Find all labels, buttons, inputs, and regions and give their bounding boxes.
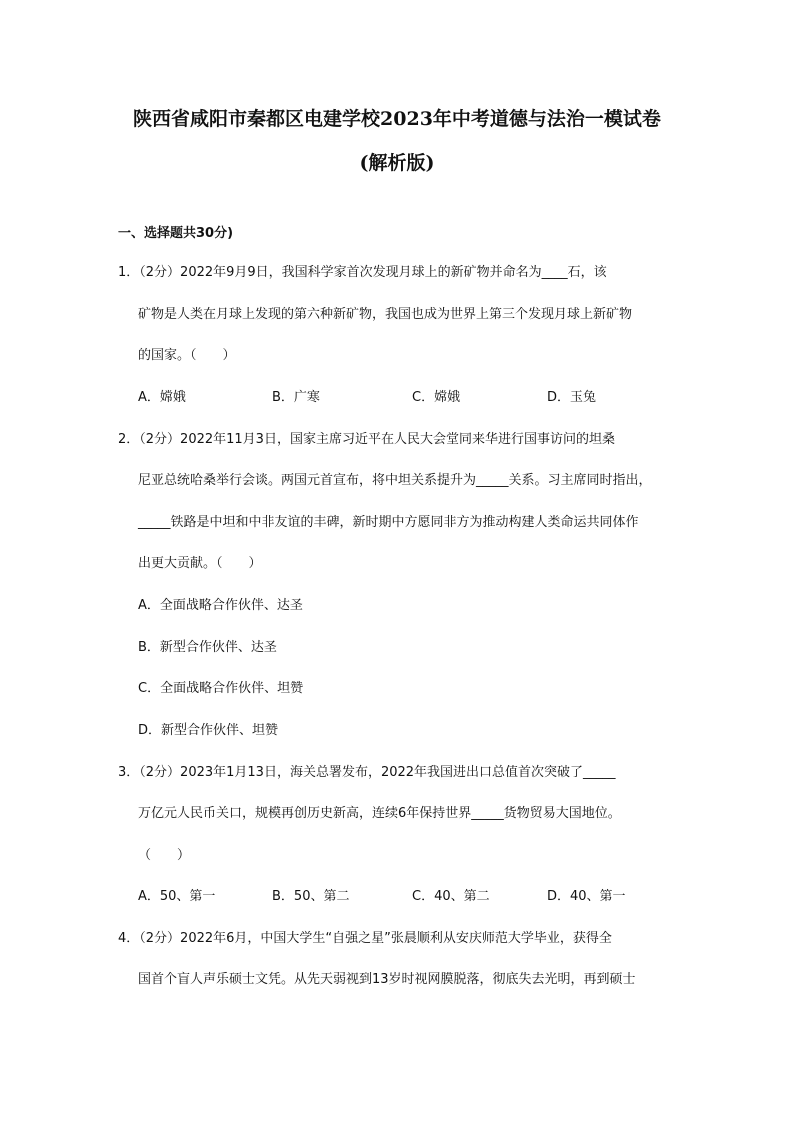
document-title: 陕西省咸阳市秦都区电建学校2023年中考道德与法治一模试卷 (133, 108, 661, 130)
question-2-option-d: D．新型合作伙伴、坦赞 (138, 723, 279, 738)
question-3-line-1: 3．（2分）2023年1月13日，海关总署发布，2022年我国进出口总值首次突破了_____ (118, 765, 616, 780)
question-1-line-2: 矿物是人类在月球上发现的第六种新矿物，我国也成为世界上第三个发现月球上新矿物 (138, 307, 633, 322)
question-1-option-c: C．嫦娥 (412, 390, 461, 405)
question-2-option-c: C．全面战略合作伙伴、坦赞 (138, 681, 304, 696)
question-2-option-b: B．新型合作伙伴、达圣 (138, 640, 277, 655)
question-2-line-4: 出更大贡献。（ ） (138, 556, 262, 571)
document-subtitle: (解析版) (359, 152, 435, 174)
question-1-line-1: 1．（2分）2022年9月9日，我国科学家首次发现月球上的新矿物并命名为____石，该 (118, 265, 607, 280)
question-2-option-a: A．全面战略合作伙伴、达圣 (138, 598, 303, 613)
question-2-line-2: 尼亚总统哈桑举行会谈。两国元首宣布，将中坦关系提升为_____关系。习主席同时指出， (138, 473, 652, 488)
question-4-line-2: 国首个盲人声乐硕士文凭。从先天弱视到13岁时视网膜脱落，彻底失去光明，再到硕士 (138, 972, 636, 987)
question-2-line-1: 2．（2分）2022年11月3日，国家主席习近平在人民大会堂同来华进行国事访问的坦桑 (118, 432, 615, 447)
question-3-line-3: （ ） (138, 848, 191, 863)
question-1-option-a: A．嫦娥 (138, 390, 186, 405)
question-3-option-c: C．40、第二 (412, 889, 490, 904)
question-1-option-d: D．玉兔 (547, 390, 597, 405)
section-heading: 一、选择题共30分) (118, 226, 234, 241)
question-3-option-b: B．50、第二 (272, 889, 350, 904)
question-1-line-3: 的国家。（ ） (138, 348, 236, 363)
question-4-line-1: 4．（2分）2022年6月，中国大学生“自强之星”张晨顺利从安庆师范大学毕业，获得全 (118, 931, 612, 946)
question-1-option-b: B．广寒 (272, 390, 320, 405)
question-3-option-a: A．50、第一 (138, 889, 216, 904)
question-2-line-3: _____铁路是中坦和中非友谊的丰碑，新时期中方愿同非方为推动构建人类命运共同体作 (138, 515, 639, 530)
question-3-line-2: 万亿元人民币关口，规模再创历史新高，连续6年保持世界_____货物贸易大国地位。 (138, 806, 621, 821)
question-3-option-d: D．40、第一 (547, 889, 626, 904)
